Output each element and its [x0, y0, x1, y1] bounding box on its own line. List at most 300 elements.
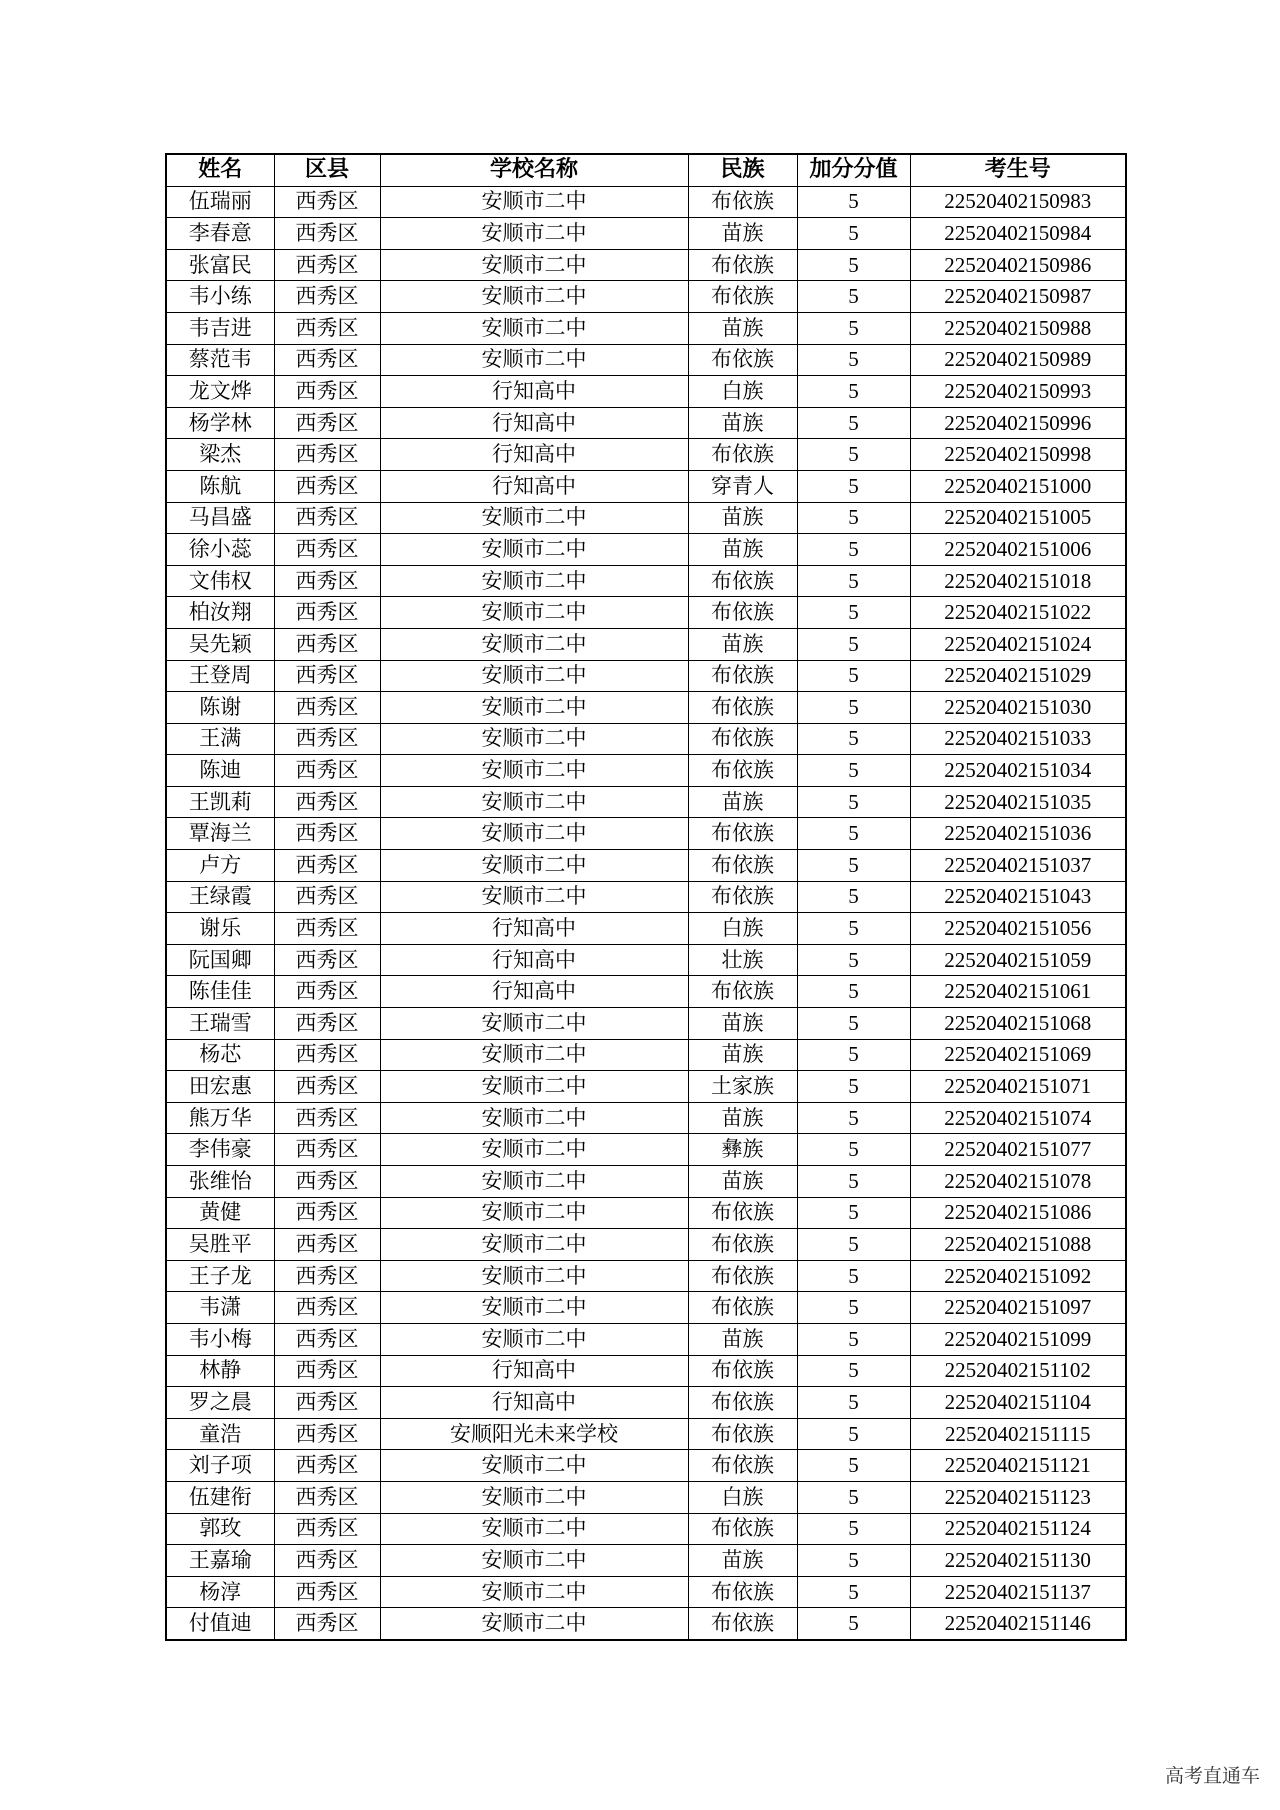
cell-candidate-number: 22520402151061 — [910, 976, 1126, 1008]
cell-name: 王登周 — [166, 660, 274, 692]
cell-ethnicity: 布依族 — [688, 850, 797, 882]
cell-district: 西秀区 — [274, 186, 380, 218]
cell-district: 西秀区 — [274, 1039, 380, 1071]
cell-name: 陈航 — [166, 470, 274, 502]
cell-school: 安顺市二中 — [380, 1134, 688, 1166]
cell-school: 安顺市二中 — [380, 1513, 688, 1545]
cell-bonus-points: 5 — [797, 1323, 910, 1355]
table-row — [166, 786, 1126, 818]
table-row — [166, 1166, 1126, 1198]
cell-candidate-number: 22520402151056 — [910, 913, 1126, 945]
table-row — [166, 565, 1126, 597]
cell-bonus-points: 5 — [797, 755, 910, 787]
cell-ethnicity: 布依族 — [688, 1418, 797, 1450]
cell-ethnicity: 布依族 — [688, 1229, 797, 1261]
table-row — [166, 1576, 1126, 1608]
cell-district: 西秀区 — [274, 1323, 380, 1355]
cell-candidate-number: 22520402151022 — [910, 597, 1126, 629]
cell-school: 行知高中 — [380, 407, 688, 439]
cell-school: 安顺市二中 — [380, 1008, 688, 1040]
cell-ethnicity: 布依族 — [688, 597, 797, 629]
table-row — [166, 881, 1126, 913]
cell-district: 西秀区 — [274, 1102, 380, 1134]
cell-bonus-points: 5 — [797, 1102, 910, 1134]
cell-school: 安顺市二中 — [380, 249, 688, 281]
cell-school: 安顺市二中 — [380, 1071, 688, 1103]
cell-candidate-number: 22520402151006 — [910, 534, 1126, 566]
cell-name: 罗之晨 — [166, 1387, 274, 1419]
table-row — [166, 818, 1126, 850]
cell-district: 西秀区 — [274, 1166, 380, 1198]
cell-district: 西秀区 — [274, 534, 380, 566]
cell-candidate-number: 22520402151071 — [910, 1071, 1126, 1103]
cell-bonus-points: 5 — [797, 218, 910, 250]
cell-bonus-points: 5 — [797, 818, 910, 850]
cell-candidate-number: 22520402151033 — [910, 723, 1126, 755]
cell-candidate-number: 22520402151018 — [910, 565, 1126, 597]
cell-bonus-points: 5 — [797, 786, 910, 818]
cell-district: 西秀区 — [274, 376, 380, 408]
cell-ethnicity: 布依族 — [688, 565, 797, 597]
table-row — [166, 1071, 1126, 1103]
cell-candidate-number: 22520402151043 — [910, 881, 1126, 913]
cell-school: 行知高中 — [380, 976, 688, 1008]
cell-name: 杨淳 — [166, 1576, 274, 1608]
table-row — [166, 502, 1126, 534]
cell-bonus-points: 5 — [797, 534, 910, 566]
cell-name: 谢乐 — [166, 913, 274, 945]
cell-candidate-number: 22520402151099 — [910, 1323, 1126, 1355]
cell-candidate-number: 22520402151030 — [910, 692, 1126, 724]
table-row — [166, 628, 1126, 660]
cell-school: 安顺市二中 — [380, 723, 688, 755]
cell-district: 西秀区 — [274, 1418, 380, 1450]
cell-ethnicity: 苗族 — [688, 502, 797, 534]
cell-candidate-number: 22520402151078 — [910, 1166, 1126, 1198]
cell-school: 安顺市二中 — [380, 1323, 688, 1355]
cell-bonus-points: 5 — [797, 1134, 910, 1166]
cell-candidate-number: 22520402151102 — [910, 1355, 1126, 1387]
cell-school: 行知高中 — [380, 439, 688, 471]
cell-school: 行知高中 — [380, 1355, 688, 1387]
cell-name: 郭玫 — [166, 1513, 274, 1545]
table-row — [166, 1260, 1126, 1292]
cell-school: 安顺市二中 — [380, 692, 688, 724]
cell-candidate-number: 22520402151074 — [910, 1102, 1126, 1134]
cell-bonus-points: 5 — [797, 1197, 910, 1229]
cell-school: 安顺市二中 — [380, 1608, 688, 1640]
cell-ethnicity: 布依族 — [688, 692, 797, 724]
cell-school: 安顺市二中 — [380, 660, 688, 692]
table-row — [166, 597, 1126, 629]
cell-district: 西秀区 — [274, 1134, 380, 1166]
cell-bonus-points: 5 — [797, 1166, 910, 1198]
cell-school: 安顺市二中 — [380, 1102, 688, 1134]
cell-candidate-number: 22520402150984 — [910, 218, 1126, 250]
table-row — [166, 976, 1126, 1008]
table-row — [166, 1323, 1126, 1355]
cell-bonus-points: 5 — [797, 1513, 910, 1545]
cell-candidate-number: 22520402151137 — [910, 1576, 1126, 1608]
cell-school: 安顺市二中 — [380, 755, 688, 787]
cell-district: 西秀区 — [274, 913, 380, 945]
cell-school: 安顺市二中 — [380, 1481, 688, 1513]
cell-candidate-number: 22520402151000 — [910, 470, 1126, 502]
cell-candidate-number: 22520402150983 — [910, 186, 1126, 218]
cell-ethnicity: 布依族 — [688, 439, 797, 471]
cell-bonus-points: 5 — [797, 470, 910, 502]
header-ethnicity: 民族 — [688, 154, 797, 186]
cell-ethnicity: 布依族 — [688, 1608, 797, 1640]
cell-candidate-number: 22520402150987 — [910, 281, 1126, 313]
cell-name: 韦吉进 — [166, 312, 274, 344]
cell-candidate-number: 22520402151088 — [910, 1229, 1126, 1261]
cell-school: 安顺市二中 — [380, 1039, 688, 1071]
cell-name: 王子龙 — [166, 1260, 274, 1292]
cell-district: 西秀区 — [274, 1292, 380, 1324]
cell-school: 行知高中 — [380, 913, 688, 945]
cell-district: 西秀区 — [274, 249, 380, 281]
cell-school: 安顺市二中 — [380, 881, 688, 913]
table-row — [166, 312, 1126, 344]
cell-ethnicity: 布依族 — [688, 881, 797, 913]
cell-district: 西秀区 — [274, 755, 380, 787]
cell-name: 伍瑞丽 — [166, 186, 274, 218]
cell-ethnicity: 苗族 — [688, 1323, 797, 1355]
cell-district: 西秀区 — [274, 565, 380, 597]
cell-candidate-number: 22520402151121 — [910, 1450, 1126, 1482]
cell-candidate-number: 22520402150996 — [910, 407, 1126, 439]
cell-school: 安顺市二中 — [380, 1292, 688, 1324]
cell-district: 西秀区 — [274, 597, 380, 629]
cell-ethnicity: 苗族 — [688, 1008, 797, 1040]
cell-candidate-number: 22520402151059 — [910, 944, 1126, 976]
cell-name: 黄健 — [166, 1197, 274, 1229]
cell-school: 行知高中 — [380, 1387, 688, 1419]
cell-bonus-points: 5 — [797, 344, 910, 376]
table-row — [166, 439, 1126, 471]
header-district: 区县 — [274, 154, 380, 186]
cell-name: 杨芯 — [166, 1039, 274, 1071]
cell-district: 西秀区 — [274, 1355, 380, 1387]
cell-name: 韦小梅 — [166, 1323, 274, 1355]
cell-name: 马昌盛 — [166, 502, 274, 534]
table-row — [166, 1197, 1126, 1229]
cell-school: 安顺市二中 — [380, 186, 688, 218]
cell-school: 安顺市二中 — [380, 1229, 688, 1261]
cell-district: 西秀区 — [274, 976, 380, 1008]
table-row — [166, 218, 1126, 250]
cell-ethnicity: 布依族 — [688, 249, 797, 281]
cell-district: 西秀区 — [274, 439, 380, 471]
cell-ethnicity: 苗族 — [688, 628, 797, 660]
cell-school: 行知高中 — [380, 470, 688, 502]
cell-district: 西秀区 — [274, 881, 380, 913]
cell-name: 卢方 — [166, 850, 274, 882]
table-row — [166, 755, 1126, 787]
cell-ethnicity: 布依族 — [688, 344, 797, 376]
cell-ethnicity: 布依族 — [688, 1450, 797, 1482]
cell-ethnicity: 布依族 — [688, 755, 797, 787]
cell-school: 安顺阳光未来学校 — [380, 1418, 688, 1450]
cell-bonus-points: 5 — [797, 249, 910, 281]
cell-bonus-points: 5 — [797, 1229, 910, 1261]
cell-ethnicity: 苗族 — [688, 312, 797, 344]
cell-district: 西秀区 — [274, 1008, 380, 1040]
cell-district: 西秀区 — [274, 786, 380, 818]
table-row — [166, 344, 1126, 376]
cell-name: 熊万华 — [166, 1102, 274, 1134]
table-row — [166, 1481, 1126, 1513]
cell-district: 西秀区 — [274, 1545, 380, 1577]
cell-district: 西秀区 — [274, 1229, 380, 1261]
cell-bonus-points: 5 — [797, 407, 910, 439]
cell-candidate-number: 22520402151029 — [910, 660, 1126, 692]
cell-name: 柏汝翔 — [166, 597, 274, 629]
table-row — [166, 723, 1126, 755]
cell-candidate-number: 22520402151124 — [910, 1513, 1126, 1545]
table-row — [166, 944, 1126, 976]
cell-bonus-points: 5 — [797, 660, 910, 692]
cell-school: 安顺市二中 — [380, 281, 688, 313]
cell-candidate-number: 22520402151069 — [910, 1039, 1126, 1071]
cell-school: 安顺市二中 — [380, 502, 688, 534]
cell-district: 西秀区 — [274, 850, 380, 882]
table-row — [166, 1450, 1126, 1482]
cell-ethnicity: 穿青人 — [688, 470, 797, 502]
cell-ethnicity: 白族 — [688, 376, 797, 408]
cell-district: 西秀区 — [274, 1071, 380, 1103]
cell-ethnicity: 苗族 — [688, 534, 797, 566]
cell-candidate-number: 22520402151077 — [910, 1134, 1126, 1166]
cell-ethnicity: 土家族 — [688, 1071, 797, 1103]
cell-ethnicity: 苗族 — [688, 1166, 797, 1198]
table-row — [166, 1039, 1126, 1071]
cell-school: 安顺市二中 — [380, 597, 688, 629]
cell-bonus-points: 5 — [797, 281, 910, 313]
cell-ethnicity: 布依族 — [688, 281, 797, 313]
cell-bonus-points: 5 — [797, 1576, 910, 1608]
cell-name: 蔡范韦 — [166, 344, 274, 376]
cell-ethnicity: 布依族 — [688, 1197, 797, 1229]
header-bonus-points: 加分分值 — [797, 154, 910, 186]
cell-district: 西秀区 — [274, 1387, 380, 1419]
cell-candidate-number: 22520402151130 — [910, 1545, 1126, 1577]
cell-district: 西秀区 — [274, 470, 380, 502]
table-row — [166, 850, 1126, 882]
cell-name: 杨学林 — [166, 407, 274, 439]
table-row — [166, 1545, 1126, 1577]
cell-bonus-points: 5 — [797, 1355, 910, 1387]
cell-bonus-points: 5 — [797, 186, 910, 218]
cell-bonus-points: 5 — [797, 1387, 910, 1419]
table-row — [166, 186, 1126, 218]
table-row — [166, 470, 1126, 502]
cell-name: 伍建衔 — [166, 1481, 274, 1513]
cell-district: 西秀区 — [274, 344, 380, 376]
cell-candidate-number: 22520402151068 — [910, 1008, 1126, 1040]
cell-name: 韦潇 — [166, 1292, 274, 1324]
cell-ethnicity: 布依族 — [688, 1513, 797, 1545]
cell-candidate-number: 22520402151115 — [910, 1418, 1126, 1450]
cell-name: 徐小蕊 — [166, 534, 274, 566]
cell-bonus-points: 5 — [797, 913, 910, 945]
cell-bonus-points: 5 — [797, 1481, 910, 1513]
cell-ethnicity: 彝族 — [688, 1134, 797, 1166]
cell-school: 安顺市二中 — [380, 1576, 688, 1608]
cell-candidate-number: 22520402151123 — [910, 1481, 1126, 1513]
cell-district: 西秀区 — [274, 1608, 380, 1640]
cell-bonus-points: 5 — [797, 1545, 910, 1577]
cell-candidate-number: 22520402150986 — [910, 249, 1126, 281]
cell-ethnicity: 苗族 — [688, 407, 797, 439]
table-row — [166, 1387, 1126, 1419]
table-row — [166, 1102, 1126, 1134]
cell-district: 西秀区 — [274, 660, 380, 692]
cell-name: 童浩 — [166, 1418, 274, 1450]
cell-name: 王瑞雪 — [166, 1008, 274, 1040]
cell-bonus-points: 5 — [797, 439, 910, 471]
header-candidate-number: 考生号 — [910, 154, 1126, 186]
cell-school: 行知高中 — [380, 376, 688, 408]
cell-district: 西秀区 — [274, 281, 380, 313]
cell-name: 李伟豪 — [166, 1134, 274, 1166]
cell-school: 安顺市二中 — [380, 818, 688, 850]
cell-district: 西秀区 — [274, 628, 380, 660]
cell-school: 安顺市二中 — [380, 565, 688, 597]
cell-candidate-number: 22520402150993 — [910, 376, 1126, 408]
cell-school: 安顺市二中 — [380, 1260, 688, 1292]
cell-school: 安顺市二中 — [380, 312, 688, 344]
cell-candidate-number: 22520402151035 — [910, 786, 1126, 818]
cell-school: 安顺市二中 — [380, 1545, 688, 1577]
cell-school: 安顺市二中 — [380, 628, 688, 660]
cell-ethnicity: 布依族 — [688, 1387, 797, 1419]
cell-candidate-number: 22520402151086 — [910, 1197, 1126, 1229]
cell-ethnicity: 布依族 — [688, 1260, 797, 1292]
cell-school: 安顺市二中 — [380, 850, 688, 882]
cell-bonus-points: 5 — [797, 881, 910, 913]
table-row — [166, 376, 1126, 408]
cell-ethnicity: 布依族 — [688, 723, 797, 755]
header-row — [166, 154, 1126, 186]
table-row — [166, 1134, 1126, 1166]
cell-name: 王满 — [166, 723, 274, 755]
cell-candidate-number: 22520402151104 — [910, 1387, 1126, 1419]
cell-bonus-points: 5 — [797, 1008, 910, 1040]
cell-bonus-points: 5 — [797, 1418, 910, 1450]
cell-bonus-points: 5 — [797, 628, 910, 660]
cell-ethnicity: 苗族 — [688, 1102, 797, 1134]
cell-school: 安顺市二中 — [380, 786, 688, 818]
cell-name: 张富民 — [166, 249, 274, 281]
cell-name: 龙文烨 — [166, 376, 274, 408]
watermark: 高考直通车 — [1164, 1765, 1260, 1787]
cell-candidate-number: 22520402151005 — [910, 502, 1126, 534]
cell-candidate-number: 22520402151146 — [910, 1608, 1126, 1640]
cell-name: 付值迪 — [166, 1608, 274, 1640]
cell-name: 吴胜平 — [166, 1229, 274, 1261]
cell-candidate-number: 22520402151024 — [910, 628, 1126, 660]
cell-bonus-points: 5 — [797, 723, 910, 755]
header-school: 学校名称 — [380, 154, 688, 186]
table-row — [166, 407, 1126, 439]
cell-district: 西秀区 — [274, 692, 380, 724]
cell-district: 西秀区 — [274, 1197, 380, 1229]
cell-name: 陈迪 — [166, 755, 274, 787]
cell-school: 安顺市二中 — [380, 1197, 688, 1229]
cell-name: 韦小练 — [166, 281, 274, 313]
cell-ethnicity: 布依族 — [688, 1576, 797, 1608]
cell-bonus-points: 5 — [797, 597, 910, 629]
cell-district: 西秀区 — [274, 1481, 380, 1513]
cell-ethnicity: 布依族 — [688, 660, 797, 692]
table-row — [166, 1418, 1126, 1450]
table-row — [166, 1229, 1126, 1261]
cell-name: 吴先颖 — [166, 628, 274, 660]
cell-district: 西秀区 — [274, 502, 380, 534]
cell-candidate-number: 22520402150989 — [910, 344, 1126, 376]
cell-bonus-points: 5 — [797, 312, 910, 344]
cell-ethnicity: 苗族 — [688, 1545, 797, 1577]
cell-bonus-points: 5 — [797, 502, 910, 534]
cell-ethnicity: 布依族 — [688, 186, 797, 218]
cell-name: 田宏惠 — [166, 1071, 274, 1103]
cell-name: 覃海兰 — [166, 818, 274, 850]
cell-ethnicity: 苗族 — [688, 218, 797, 250]
cell-district: 西秀区 — [274, 818, 380, 850]
cell-district: 西秀区 — [274, 1513, 380, 1545]
cell-ethnicity: 布依族 — [688, 818, 797, 850]
table-row — [166, 1513, 1126, 1545]
cell-name: 王绿霞 — [166, 881, 274, 913]
cell-district: 西秀区 — [274, 723, 380, 755]
cell-bonus-points: 5 — [797, 1039, 910, 1071]
cell-name: 陈谢 — [166, 692, 274, 724]
cell-ethnicity: 布依族 — [688, 1292, 797, 1324]
cell-candidate-number: 22520402150998 — [910, 439, 1126, 471]
cell-district: 西秀区 — [274, 218, 380, 250]
cell-ethnicity: 布依族 — [688, 1355, 797, 1387]
cell-candidate-number: 22520402150988 — [910, 312, 1126, 344]
cell-name: 梁杰 — [166, 439, 274, 471]
table-row — [166, 1008, 1126, 1040]
header-name: 姓名 — [166, 154, 274, 186]
candidate-table — [165, 153, 1127, 1641]
cell-ethnicity: 苗族 — [688, 786, 797, 818]
table-row — [166, 249, 1126, 281]
cell-bonus-points: 5 — [797, 692, 910, 724]
cell-school: 行知高中 — [380, 944, 688, 976]
cell-bonus-points: 5 — [797, 976, 910, 1008]
cell-name: 王凯莉 — [166, 786, 274, 818]
cell-bonus-points: 5 — [797, 1292, 910, 1324]
cell-ethnicity: 白族 — [688, 1481, 797, 1513]
cell-district: 西秀区 — [274, 312, 380, 344]
table-row — [166, 1292, 1126, 1324]
cell-candidate-number: 22520402151037 — [910, 850, 1126, 882]
cell-school: 安顺市二中 — [380, 1166, 688, 1198]
cell-ethnicity: 白族 — [688, 913, 797, 945]
cell-name: 阮国卿 — [166, 944, 274, 976]
cell-ethnicity: 布依族 — [688, 976, 797, 1008]
cell-bonus-points: 5 — [797, 1608, 910, 1640]
table-row — [166, 1608, 1126, 1640]
cell-school: 安顺市二中 — [380, 218, 688, 250]
cell-candidate-number: 22520402151034 — [910, 755, 1126, 787]
cell-name: 李春意 — [166, 218, 274, 250]
table-row — [166, 281, 1126, 313]
